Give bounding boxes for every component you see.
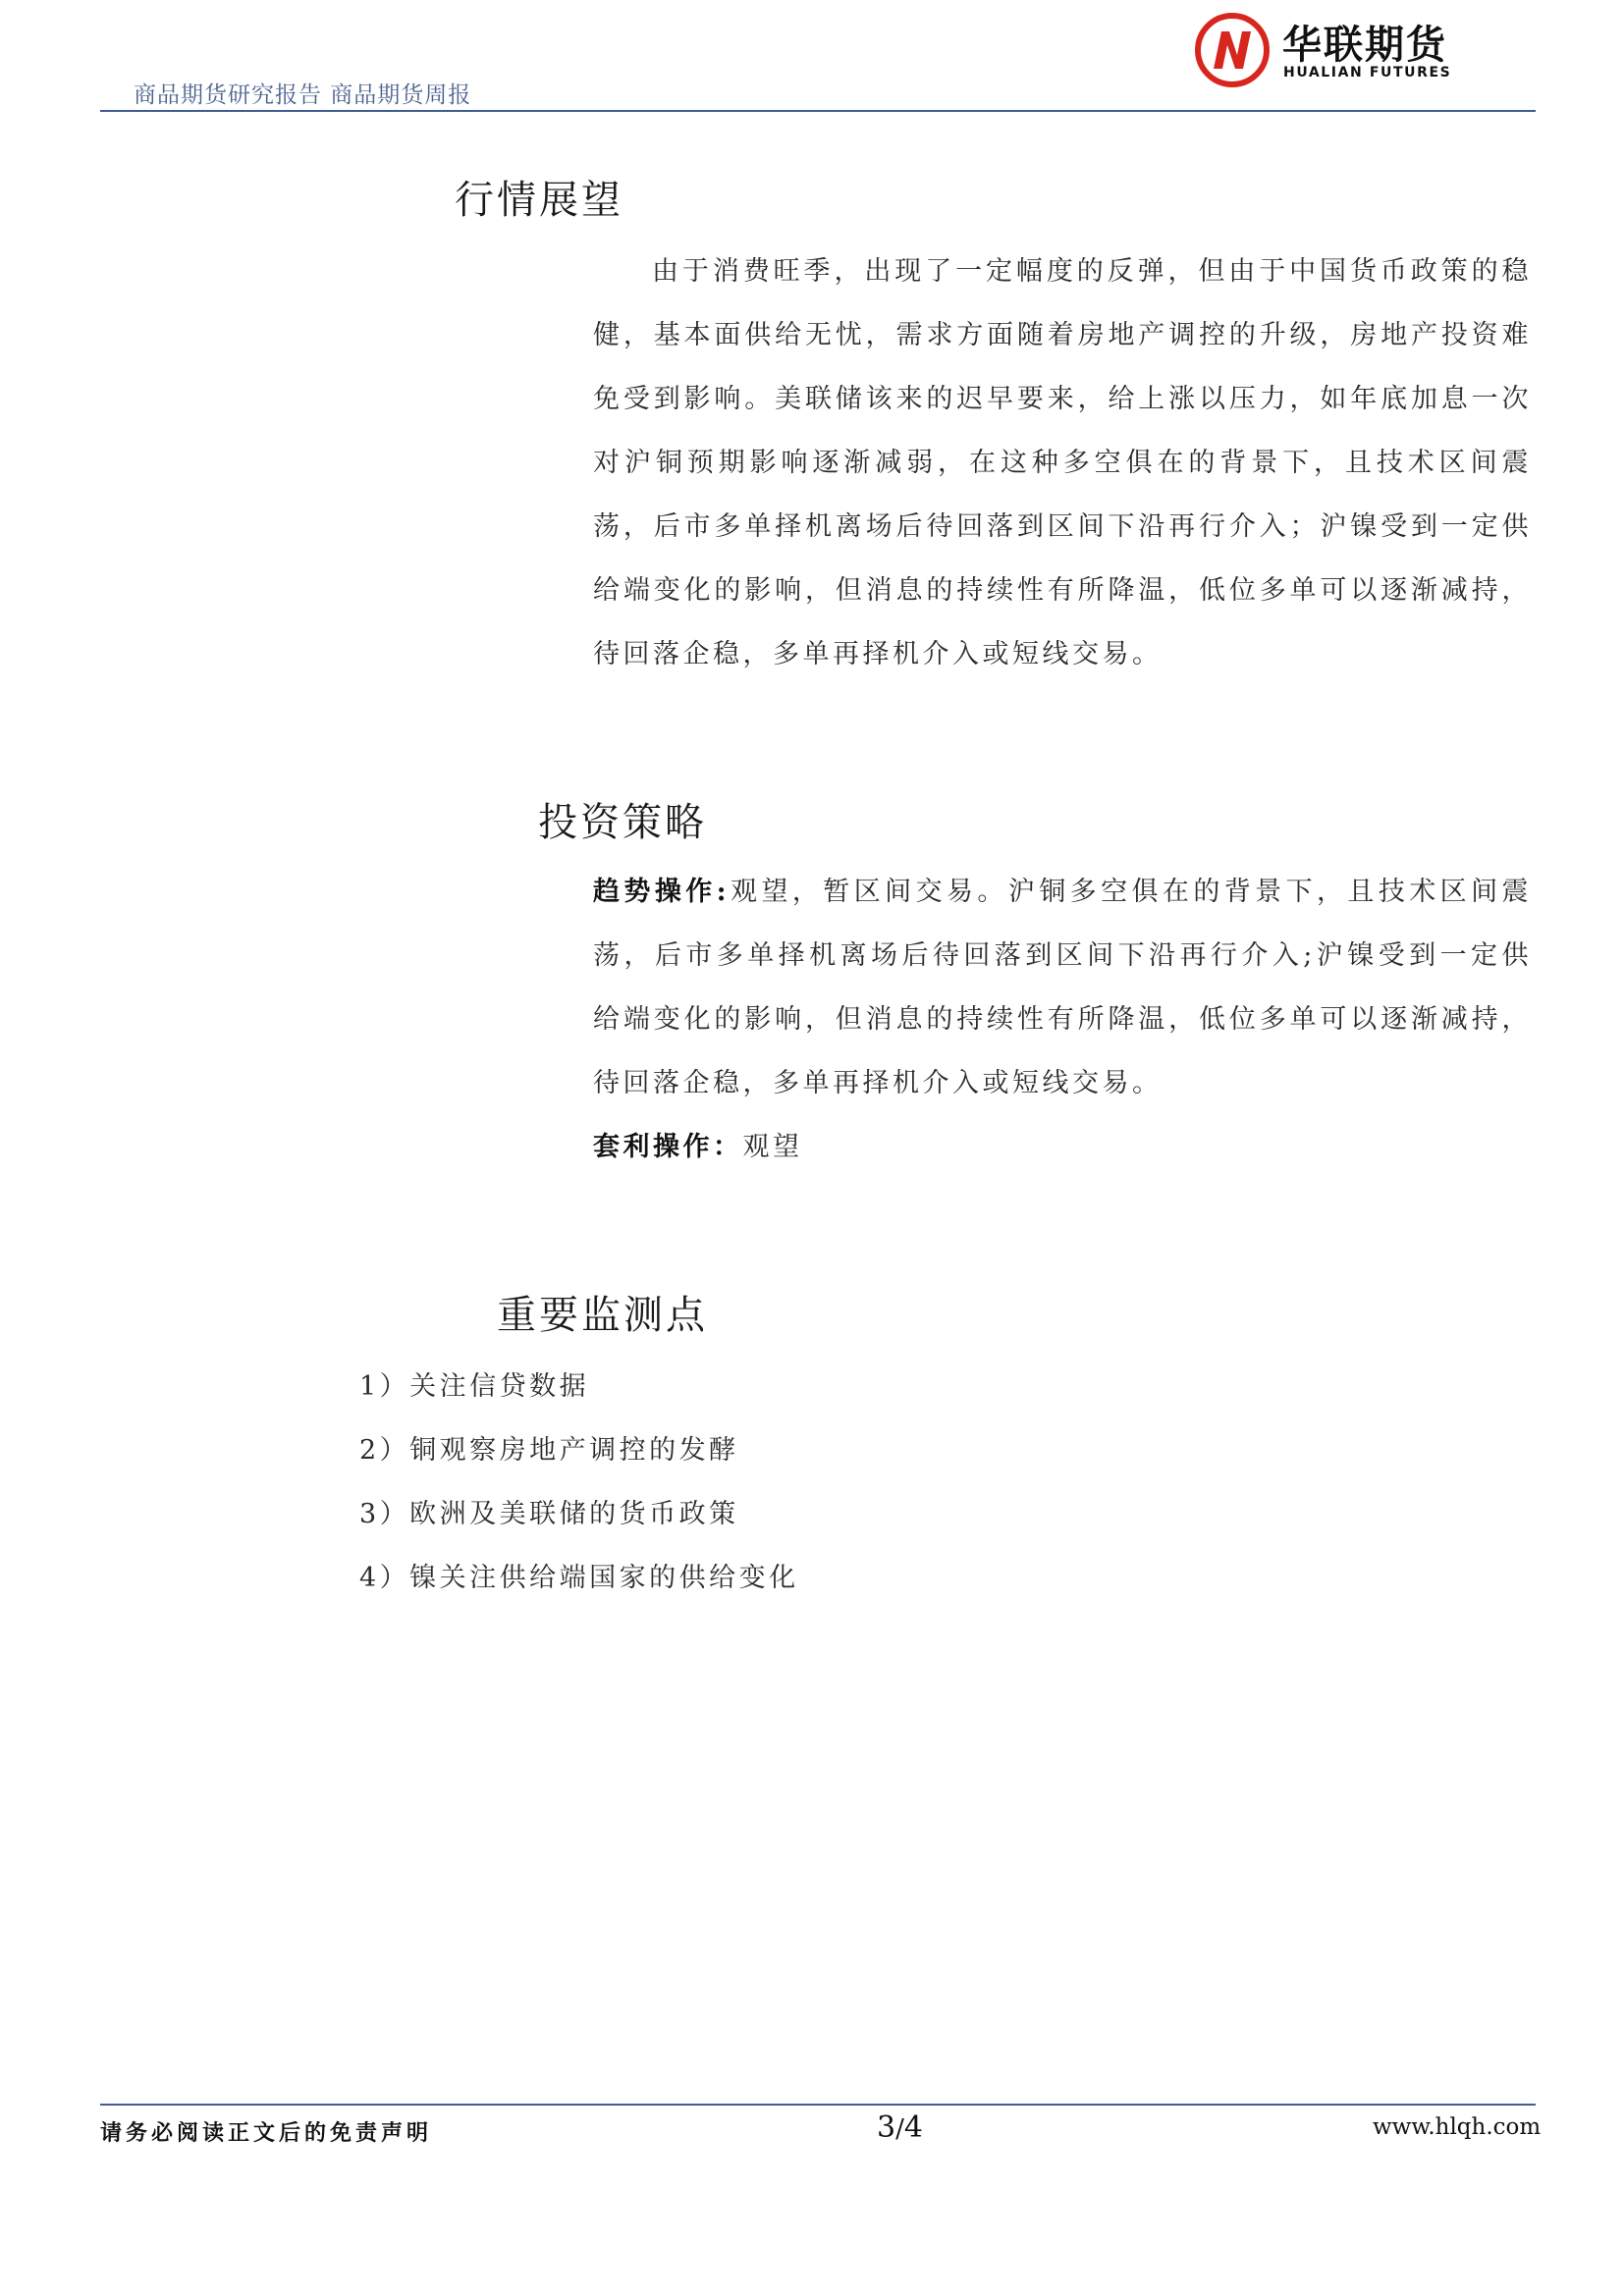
logo-chinese-name: 华联期货 <box>1282 23 1447 68</box>
arbitrage-operation-label: 套利操作： <box>593 1132 743 1162</box>
footer-disclaimer: 请务必阅读正文后的免责声明 <box>100 2120 433 2146</box>
trend-operation-paragraph <box>593 860 1532 1115</box>
list-item: 1）关注信贷数据 <box>359 1371 590 1402</box>
page-current: 3 <box>877 2110 896 2145</box>
header-divider <box>100 110 1536 112</box>
monitor-heading: 重要监测点 <box>497 1293 708 1338</box>
header-title: 商品期货研究报告 商品期货周报 <box>134 82 472 108</box>
footer-website-link[interactable]: www.hlqh.com <box>1373 2114 1542 2140</box>
list-item: 4）镍关注供给端国家的供给变化 <box>359 1563 799 1593</box>
page-separator: / <box>895 2114 904 2144</box>
outlook-paragraph: 由于消费旺季，出现了一定幅度的反弹，但由于中国货币政策的稳健，基本面供给无忧，需求方面随着房地产调控的升级，房地产投资难免受到影响。美联储该来的迟早要来，给上涨以压力，如年底加息一次对沪铜预期影响逐渐减弱，在这种多空俱在的背景下，且技术区间震荡，后市多单择机离场后待回落到区间下沿再行介入；沪镍受到一定供给端变化的影响，但消息的持续性有所降温，低位多单可以逐渐减持，待回落企稳，多单再择机介入或短线交易。 <box>593 256 1532 669</box>
list-item: 2）铜观察房地产调控的发酵 <box>359 1435 739 1466</box>
page-total: 4 <box>903 2110 923 2145</box>
footer-divider <box>100 2104 1536 2106</box>
trend-operation-text: 观望，暂区间交易。沪铜多空俱在的背景下，且技术区间震荡，后市多单择机离场后待回落到区间下沿再行介入;沪镍受到一定供给端变化的影响，但消息的持续性有所降温，低位多单可以逐渐减持，待回落企稳，多单再择机介入或短线交易。 <box>593 877 1532 1098</box>
page-number <box>877 2110 923 2145</box>
list-item: 3）欧洲及美联储的货币政策 <box>359 1499 739 1529</box>
arbitrage-operation-text: 观望 <box>742 1132 803 1162</box>
arbitrage-operation-paragraph <box>593 1115 1532 1179</box>
logo-english-name: HUALIAN FUTURES <box>1283 65 1452 80</box>
outlook-heading: 行情展望 <box>455 178 623 223</box>
strategy-heading: 投资策略 <box>538 800 707 845</box>
trend-operation-label: 趋势操作: <box>593 877 731 907</box>
hualian-logo-icon <box>1194 12 1271 88</box>
monitor-list <box>359 1355 799 1610</box>
